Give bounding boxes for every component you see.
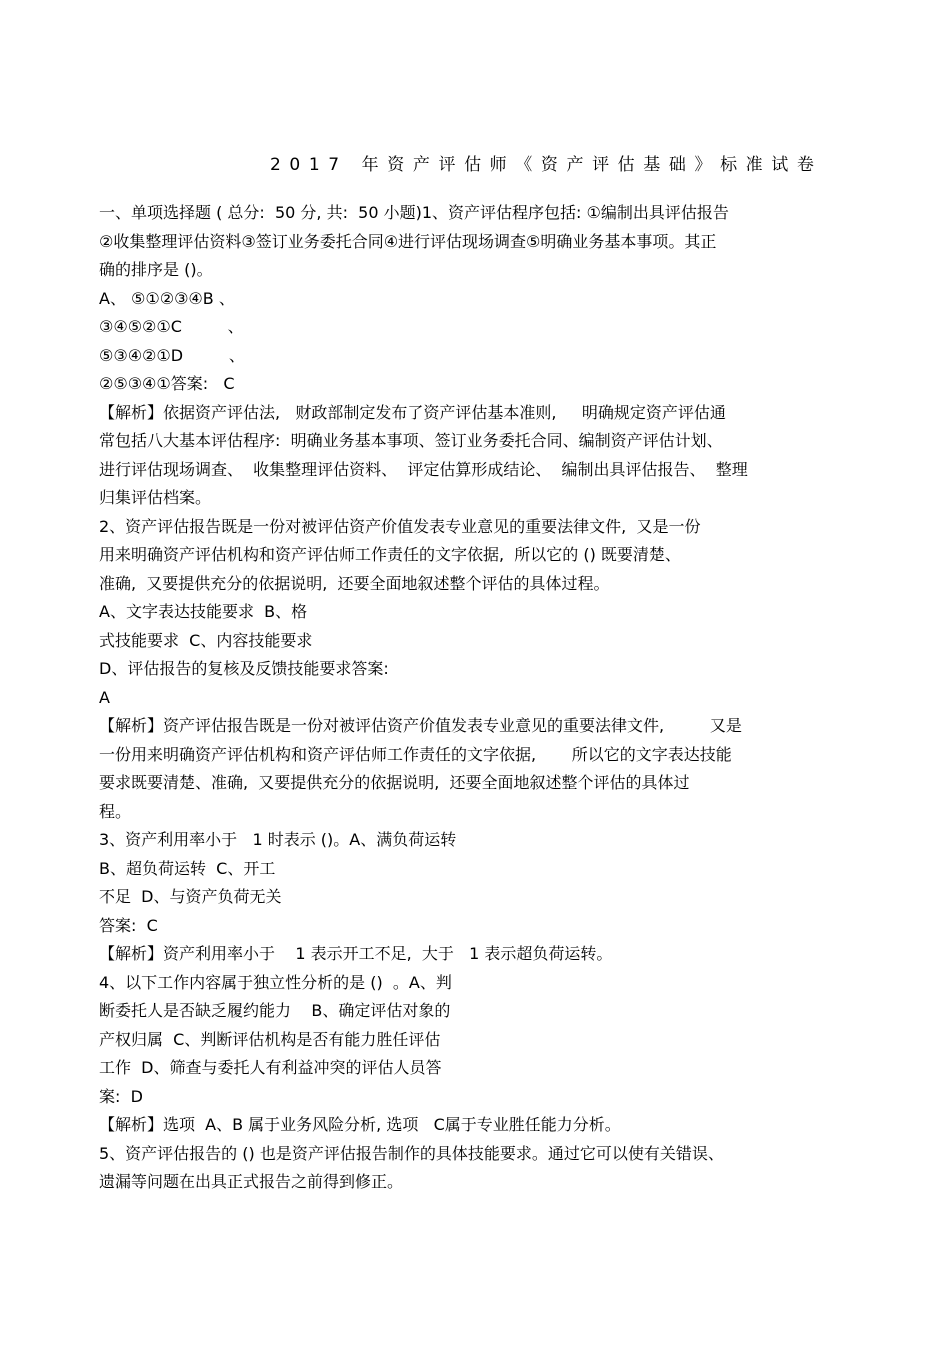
text-line: 4、以下工作内容属于独立性分析的是 () 。A、判 [99,972,452,992]
text-line: 式技能要求 C、内容技能要求 [99,630,313,650]
text-line: 【解析】选项 A、B 属于业务风险分析, 选项 C属于专业胜任能力分析。 [99,1115,621,1134]
text-line: A [99,687,110,707]
text-line: D、评估报告的复核及反馈技能要求答案: [99,659,389,678]
text-line: 要求既要清楚、准确, 又要提供充分的依据说明, 还要全面地叙述整个评估的具体过 [99,773,690,792]
text-line: 遗漏等问题在出具正式报告之前得到修正。 [99,1172,404,1191]
text-line: 2、资产评估报告既是一份对被评估资产价值发表专业意见的重要法律文件, 又是一份 [99,516,701,536]
text-line: 进行评估现场调查、 收集整理评估资料、 评定估算形成结论、 编制出具评估报告、 整理 [99,459,748,479]
text-line: ⑤③④②①D 、 [99,345,245,365]
text-line: A、 ⑤①②③④B 、 [99,288,235,308]
text-line: 案: D [99,1086,143,1106]
text-line: 一份用来明确资产评估机构和资产评估师工作责任的文字依据, 所以它的文字表达技能 [99,744,732,764]
text-line: ②收集整理评估资料③签订业务委托合同④进行评估现场调查⑤明确业务基本事项。其正 [99,231,717,251]
text-line: 程。 [99,801,132,821]
page-title: 2017 年资产评估师《资产评估基础》标准试卷 [270,155,823,175]
text-line: 产权归属 C、判断评估机构是否有能力胜任评估 [99,1029,441,1049]
text-line: 常包括八大基本评估程序: 明确业务基本事项、签订业务委托合同、编制资产评估计划、 [99,431,723,450]
text-line: 断委托人是否缺乏履约能力 B、确定评估对象的 [99,1001,451,1020]
text-line: 答案: C [99,915,158,935]
text-line: 工作 D、筛查与委托人有利益冲突的评估人员答 [99,1058,442,1077]
text-line: 【解析】依据资产评估法, 财政部制定发布了资产评估基本准则, 明确规定资产评估通 [99,402,726,422]
document-body [99,199,859,1197]
text-line: 准确, 又要提供充分的依据说明, 还要全面地叙述整个评估的具体过程。 [99,573,610,593]
text-line: 3、资产利用率小于 1 时表示 ()。A、满负荷运转 [99,830,457,849]
text-line: A、文字表达技能要求 B、格 [99,602,308,621]
text-line: 【解析】资产评估报告既是一份对被评估资产价值发表专业意见的重要法律文件, 又是 [99,716,742,735]
text-line: 不足 D、与资产负荷无关 [99,887,282,906]
text-line: 用来明确资产评估机构和资产评估师工作责任的文字依据, 所以它的 () 既要清楚、 [99,545,681,564]
text-line: 【解析】资产利用率小于 1 表示开工不足, 大于 1 表示超负荷运转。 [99,944,613,963]
text-line: ③④⑤②①C 、 [99,317,244,336]
text-line: B、超负荷运转 C、开工 [99,858,276,878]
text-line: 5、资产评估报告的 () 也是资产评估报告制作的具体技能要求。通过它可以使有关错误、 [99,1143,724,1163]
text-line: ②⑤③④①答案: C [99,374,235,393]
text-line: 归集评估档案。 [99,488,212,507]
text-line: 一、单项选择题 ( 总分: 50 分, 共: 50 小题)1、资产评估程序包括: ①编制出具评估报告 [99,203,729,222]
text-line: 确的排序是 ()。 [99,260,213,279]
